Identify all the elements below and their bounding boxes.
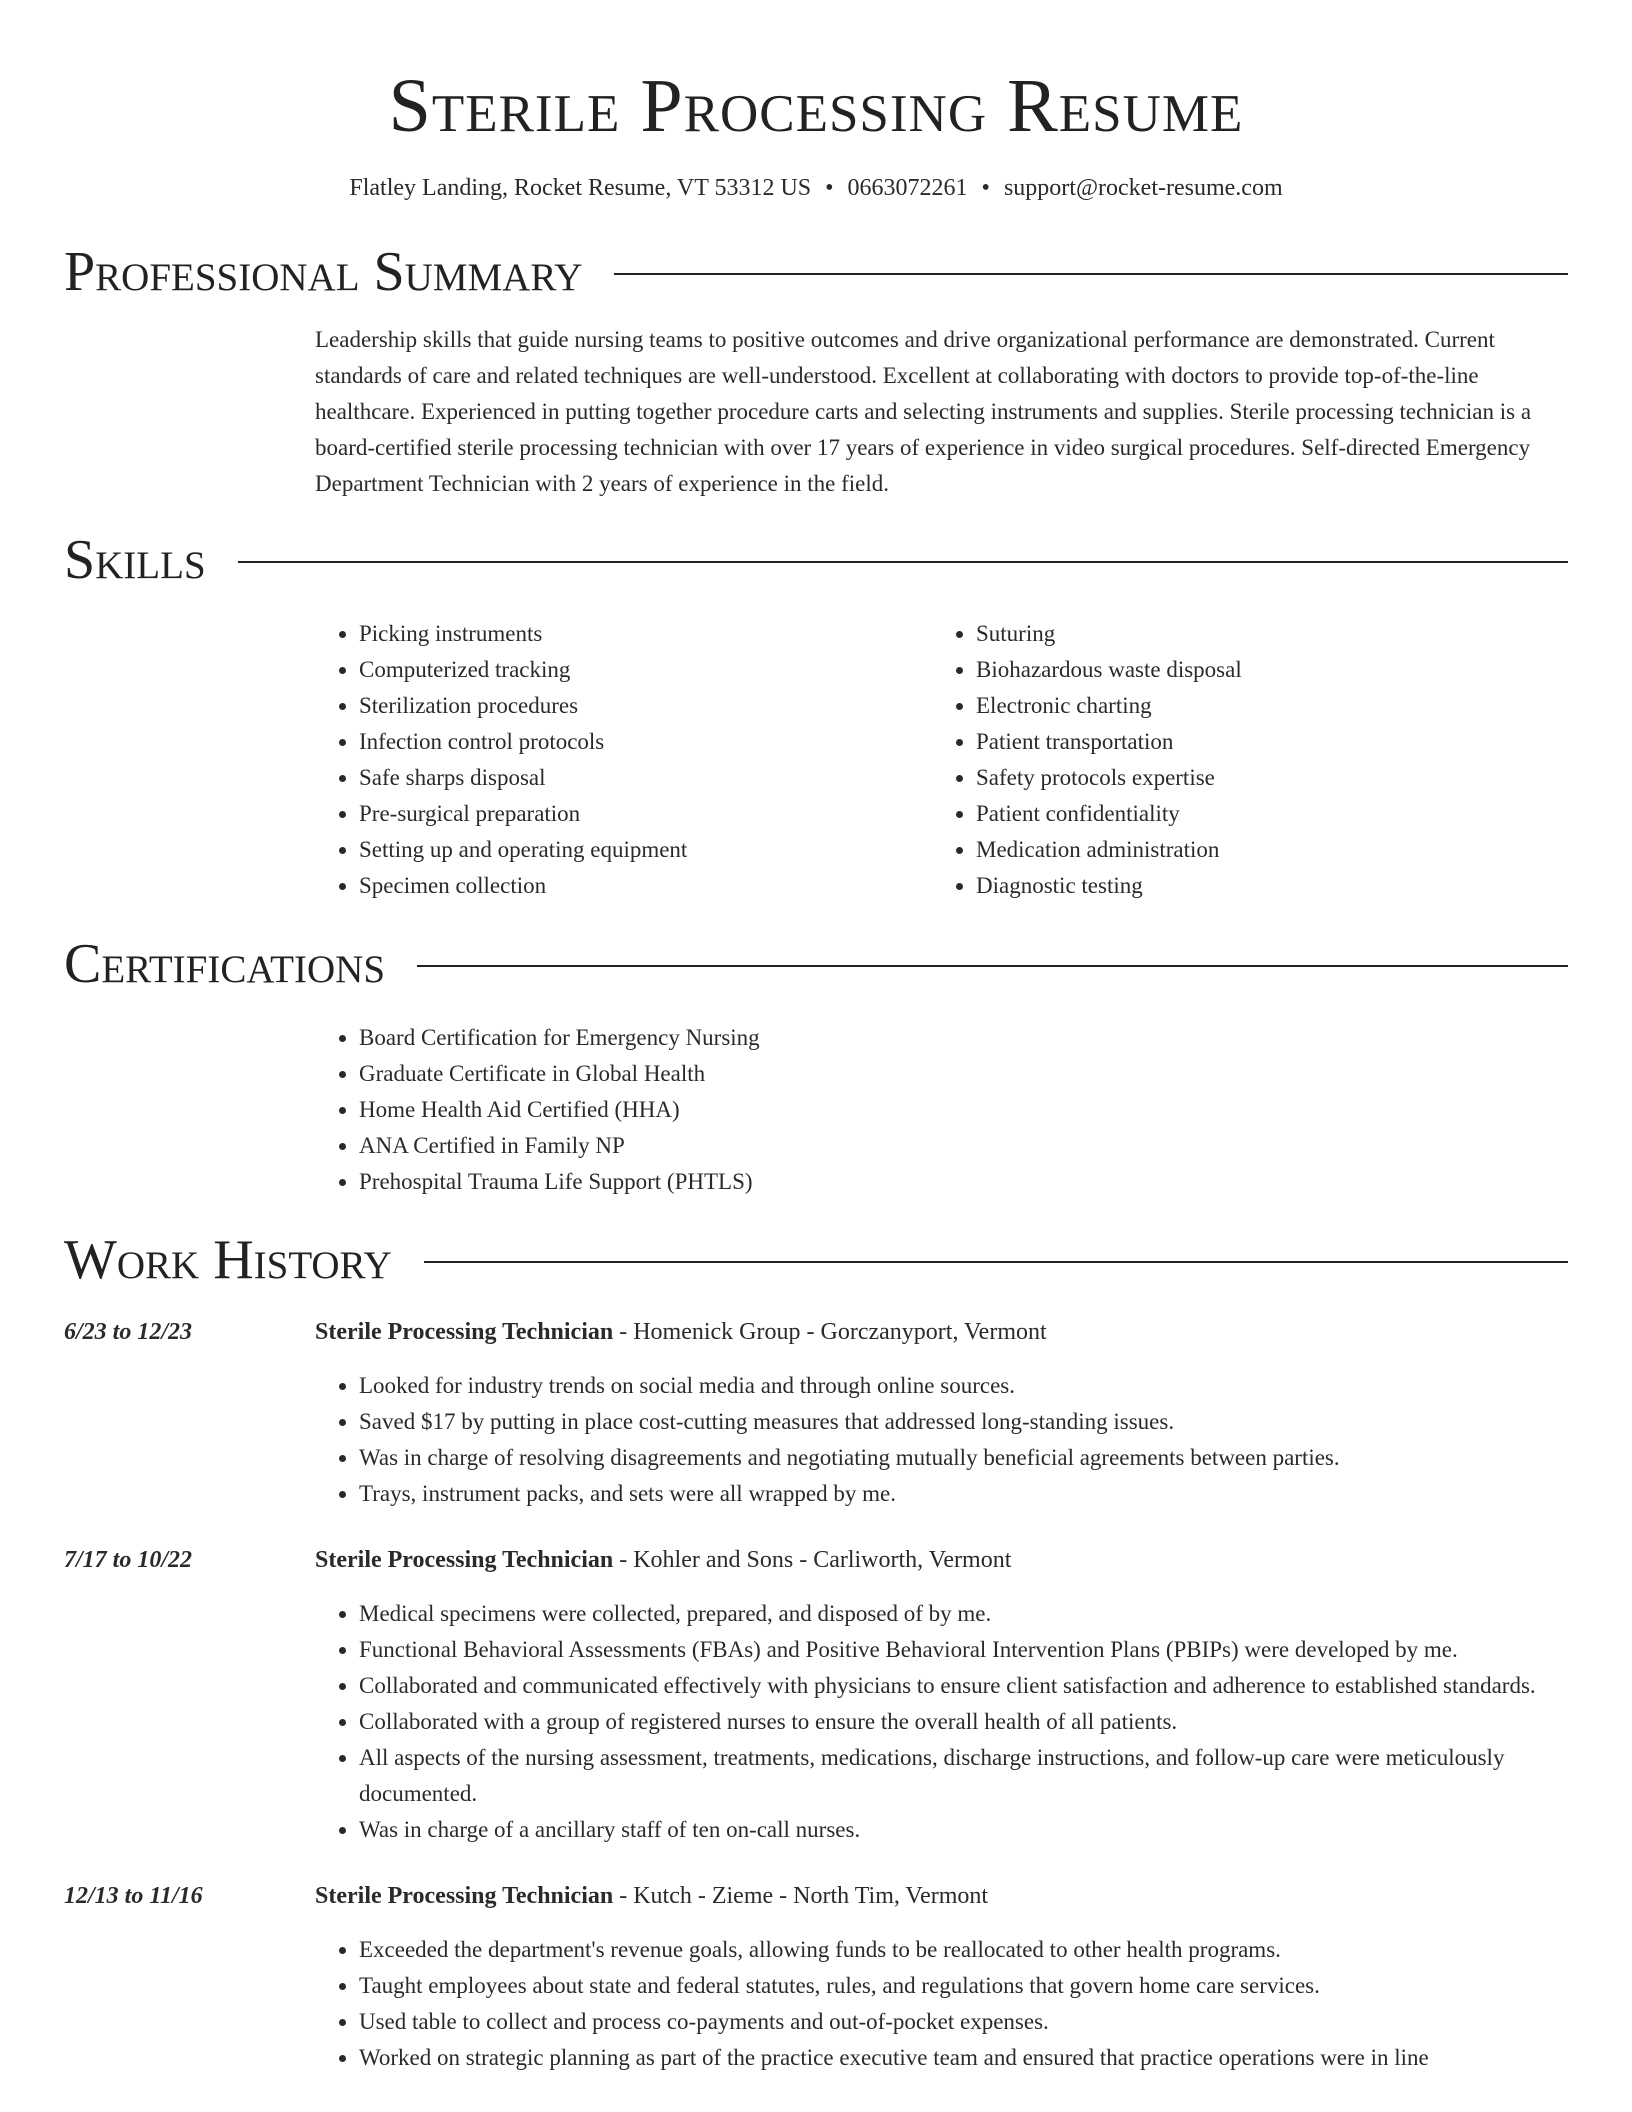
list-item: • Medical specimens were collected, prepared, and disposed of by me. [359, 1596, 1568, 1632]
list-item: • Biohazardous waste disposal [976, 652, 1568, 688]
list-item: • Electronic charting [976, 688, 1568, 724]
list-item: • Computerized tracking [359, 652, 932, 688]
job-bullets [315, 1368, 1568, 1512]
work-history [64, 1314, 1568, 2076]
section-title-work: Work History [64, 1229, 392, 1291]
skills-list [315, 616, 1568, 904]
job-title: Sterile Processing Technician [315, 1547, 614, 1573]
resume-page [64, 0, 1568, 2076]
list-item: • Was in charge of resolving disagreements and negotiating mutually beneficial agreements between parties. [359, 1440, 1568, 1476]
list-item: • Looked for industry trends on social media and through online sources. [359, 1368, 1568, 1404]
contact-line [64, 172, 1568, 204]
job-title: Sterile Processing Technician [315, 1883, 614, 1909]
list-item: • Patient transportation [976, 724, 1568, 760]
section-divider [614, 273, 1568, 275]
list-item: • Pre-surgical preparation [359, 796, 932, 832]
list-item: • Infection control protocols [359, 724, 932, 760]
contact-phone: 0663072261 [847, 175, 968, 201]
list-item: • Collaborated with a group of registered nurses to ensure the overall health of all patients. [359, 1704, 1568, 1740]
list-item: • Picking instruments [359, 616, 932, 652]
job-heading [315, 1314, 1568, 1350]
list-item: • Safe sharps disposal [359, 760, 932, 796]
list-item: • Patient confidentiality [976, 796, 1568, 832]
list-item: • Prehospital Trauma Life Support (PHTLS) [359, 1164, 1568, 1200]
section-title-certifications: Certifications [64, 933, 386, 995]
list-item: • Board Certification for Emergency Nursing [359, 1020, 1568, 1056]
contact-email: support@rocket-resume.com [1003, 175, 1283, 201]
certifications-list [315, 1020, 1568, 1200]
list-item: • Exceeded the department's revenue goals, allowing funds to be reallocated to other health programs. [359, 1932, 1568, 1968]
list-item: • Setting up and operating equipment [359, 832, 932, 868]
list-item: • Saved $17 by putting in place cost-cutting measures that addressed long-standing issues. [359, 1404, 1568, 1440]
list-item: • Sterilization procedures [359, 688, 932, 724]
section-title-summary: Professional Summary [64, 241, 583, 303]
list-item: • Safety protocols expertise [976, 760, 1568, 796]
work-section-header [64, 1228, 1568, 1292]
skills-column-left [315, 616, 932, 904]
job-employer: - Kohler and Sons - Carliworth, Vermont [613, 1547, 1012, 1573]
job-dates: 12/13 to 11/16 [64, 1883, 203, 1909]
list-item: • Graduate Certificate in Global Health [359, 1056, 1568, 1092]
job-employer: - Kutch - Zieme - North Tim, Vermont [613, 1883, 989, 1909]
list-item: • Functional Behavioral Assessments (FBAs) and Positive Behavioral Intervention Plans (PBIPs) were developed by me. [359, 1632, 1568, 1668]
summary-section-header [64, 240, 1568, 304]
certifications-section-header [64, 932, 1568, 996]
job-entry [64, 1542, 1568, 1848]
job-title: Sterile Processing Technician [315, 1319, 614, 1345]
list-item: • Collaborated and communicated effectively with physicians to ensure client satisfaction and adherence to established standards. [359, 1668, 1568, 1704]
list-item: • All aspects of the nursing assessment, treatments, medications, discharge instructions, and follow-up care were meticulously documented. [359, 1740, 1568, 1812]
summary-text: Leadership skills that guide nursing teams to positive outcomes and drive organizational performance are demonstrated. Current standards of care and related techniques are well-understood. Excellent at collaborating with doctors to provide top-of-the-line healthcare. Experienced in putting together procedure carts and selecting instruments and supplies. Sterile processing technician is a board-certified sterile processing technician with over 17 years of experience in video surgical procedures. Self-directed Emergency Department Technician with 2 years of experience in the field. [315, 327, 1532, 496]
list-item: • Specimen collection [359, 868, 932, 904]
contact-separator: • [981, 175, 990, 201]
contact-separator: • [825, 175, 834, 201]
job-bullets [315, 1596, 1568, 1848]
contact-address: Flatley Landing, Rocket Resume, VT 53312 US [349, 175, 812, 201]
list-item: • Taught employees about state and federal statutes, rules, and regulations that govern home care services. [359, 1968, 1568, 2004]
resume-title: Sterile Processing Resume [388, 64, 1244, 148]
list-item: • ANA Certified in Family NP [359, 1128, 1568, 1164]
list-item: • Suturing [976, 616, 1568, 652]
job-entry [64, 1314, 1568, 1512]
list-item: • Used table to collect and process co-payments and out-of-pocket expenses. [359, 2004, 1568, 2040]
section-divider [424, 1261, 1568, 1263]
list-item: • Trays, instrument packs, and sets were all wrapped by me. [359, 1476, 1568, 1512]
section-divider [417, 965, 1568, 967]
list-item: • Home Health Aid Certified (HHA) [359, 1092, 1568, 1128]
skills-column-right [932, 616, 1568, 904]
section-title-skills: Skills [64, 529, 206, 591]
job-bullets [315, 1932, 1568, 2076]
job-heading [315, 1878, 1568, 1914]
job-dates: 6/23 to 12/23 [64, 1319, 193, 1345]
list-item: • Diagnostic testing [976, 868, 1568, 904]
job-employer: - Homenick Group - Gorczanyport, Vermont [613, 1319, 1047, 1345]
job-dates: 7/17 to 10/22 [64, 1547, 193, 1573]
job-entry [64, 1878, 1568, 2076]
job-heading [315, 1542, 1568, 1578]
list-item: • Medication administration [976, 832, 1568, 868]
skills-section-header [64, 528, 1568, 592]
list-item: • Worked on strategic planning as part of the practice executive team and ensured that practice operations were in line [359, 2040, 1568, 2076]
section-divider [238, 561, 1568, 563]
list-item: • Was in charge of a ancillary staff of ten on-call nurses. [359, 1812, 1568, 1848]
